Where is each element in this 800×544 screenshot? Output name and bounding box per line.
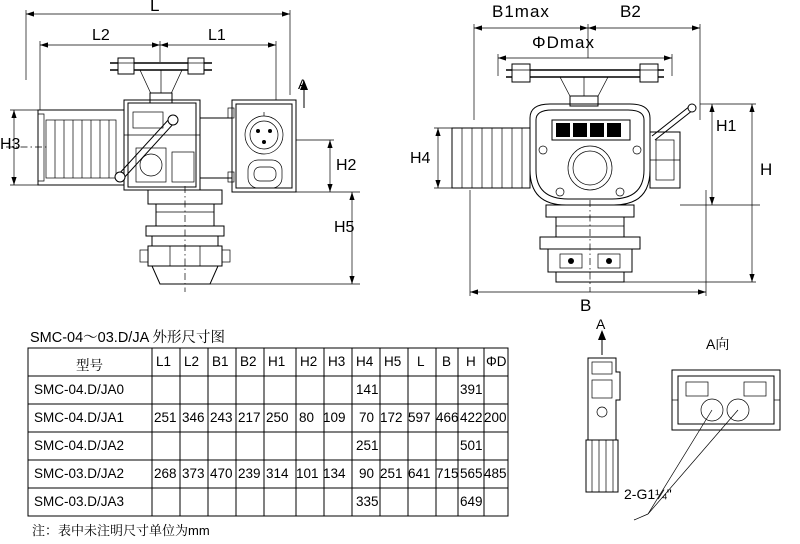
dim-label-H4: H4 — [410, 150, 431, 167]
cell-h: 501 — [460, 438, 483, 453]
right-view-valve-base — [540, 200, 640, 292]
table-row — [28, 376, 508, 404]
table-row — [28, 432, 508, 460]
cell-b1: 470 — [210, 466, 233, 481]
right-view-handwheel — [506, 64, 664, 106]
dim-label-H5: H5 — [334, 219, 355, 236]
dim-label-L: L — [150, 0, 160, 15]
cell-h5: 251 — [356, 438, 379, 453]
cell-phid: 485 — [484, 466, 507, 481]
left-view-group — [6, 10, 360, 292]
cell-h1: 314 — [266, 466, 289, 481]
cell-h4: 90 — [359, 466, 375, 481]
dim-label-B2: B2 — [620, 2, 641, 21]
right-view-body — [452, 104, 696, 205]
section-label-A-detail: A — [596, 316, 606, 332]
left-view-handwheel — [110, 58, 212, 103]
cell-h: 649 — [460, 494, 483, 509]
th-phid: ΦD — [486, 354, 507, 369]
th-h2: H2 — [300, 354, 318, 369]
table-row — [28, 460, 508, 488]
cell-h1: 250 — [266, 410, 289, 425]
th-h: H — [466, 354, 476, 369]
th-h1: H1 — [268, 354, 286, 369]
cell-l1: 251 — [154, 410, 177, 425]
th-model: 型号 — [76, 358, 103, 373]
cell-b2: 239 — [238, 466, 261, 481]
detail-side-view — [586, 358, 620, 492]
th-b1: B1 — [212, 354, 229, 369]
left-view-dim-L — [26, 10, 290, 95]
table-title: SMC-04～03.D/JA 外形尺寸图 — [30, 330, 225, 346]
table-header-row — [28, 348, 508, 376]
dim-label-H1: H1 — [716, 118, 737, 135]
table-note: 注：表中未注明尺寸单位为mm — [32, 523, 210, 538]
dim-label-H2: H2 — [336, 157, 357, 174]
cell-phid: 200 — [484, 410, 507, 425]
cell-l2: 346 — [182, 410, 205, 425]
th-h4: H4 — [356, 354, 374, 369]
dim-label-B: B — [580, 296, 592, 315]
th-l1: L1 — [156, 354, 172, 369]
left-view-body — [38, 100, 296, 192]
cell-h2: 80 — [299, 410, 315, 425]
thread-callout-label: 2-G1¼" — [624, 486, 672, 502]
th-h3: H3 — [328, 354, 346, 369]
th-b: B — [442, 354, 452, 369]
left-view-dim-H5 — [210, 192, 360, 284]
cell-l2: 373 — [182, 466, 205, 481]
dim-label-L1: L1 — [208, 27, 226, 44]
dim-label-H: H — [760, 160, 773, 179]
th-l: L — [417, 354, 425, 369]
cell-h5: 172 — [380, 410, 403, 425]
right-view-dim-H4 — [434, 128, 452, 188]
cell-l1: 268 — [154, 466, 177, 481]
cell-h5: 335 — [356, 494, 379, 509]
right-view-dim-B — [470, 190, 706, 296]
cell-h: 391 — [460, 382, 483, 397]
cell-b2: 217 — [238, 410, 261, 425]
section-label-A-left: A — [298, 76, 308, 92]
dim-label-H3: H3 — [0, 136, 21, 153]
cell-model: SMC-03.D/JA3 — [34, 494, 125, 509]
detail-view-group — [586, 330, 780, 520]
table-row — [28, 404, 508, 432]
th-b2: B2 — [240, 354, 257, 369]
cell-h5: 141 — [356, 382, 379, 397]
cell-b1: 243 — [210, 410, 233, 425]
cell-model: SMC-04.D/JA1 — [34, 410, 125, 425]
dim-label-L2: L2 — [92, 27, 110, 44]
view-label-a-direction: A向 — [706, 336, 730, 352]
th-l2: L2 — [184, 354, 200, 369]
cell-h3: 134 — [323, 466, 346, 481]
cell-model: SMC-04.D/JA0 — [34, 382, 125, 397]
cell-l: 597 — [408, 410, 431, 425]
cell-model: SMC-03.D/JA2 — [34, 466, 125, 481]
cell-model: SMC-04.D/JA2 — [34, 438, 125, 453]
cell-b: 466 — [436, 410, 459, 425]
table-row — [28, 488, 508, 516]
cell-h3: 109 — [323, 410, 346, 425]
left-view-valve-base — [140, 186, 230, 292]
right-view-group — [434, 24, 760, 296]
cell-b: 715 — [436, 466, 459, 481]
dim-label-PhiDmax: ΦDmax — [532, 33, 595, 52]
cell-h5: 251 — [380, 466, 403, 481]
dim-label-B1max: B1max — [492, 2, 550, 21]
cell-h4: 70 — [359, 410, 375, 425]
cell-l: 641 — [408, 466, 431, 481]
cell-h: 422 — [460, 410, 483, 425]
cell-h: 565 — [460, 466, 483, 481]
cell-h2: 101 — [296, 466, 319, 481]
th-h5: H5 — [384, 354, 402, 369]
